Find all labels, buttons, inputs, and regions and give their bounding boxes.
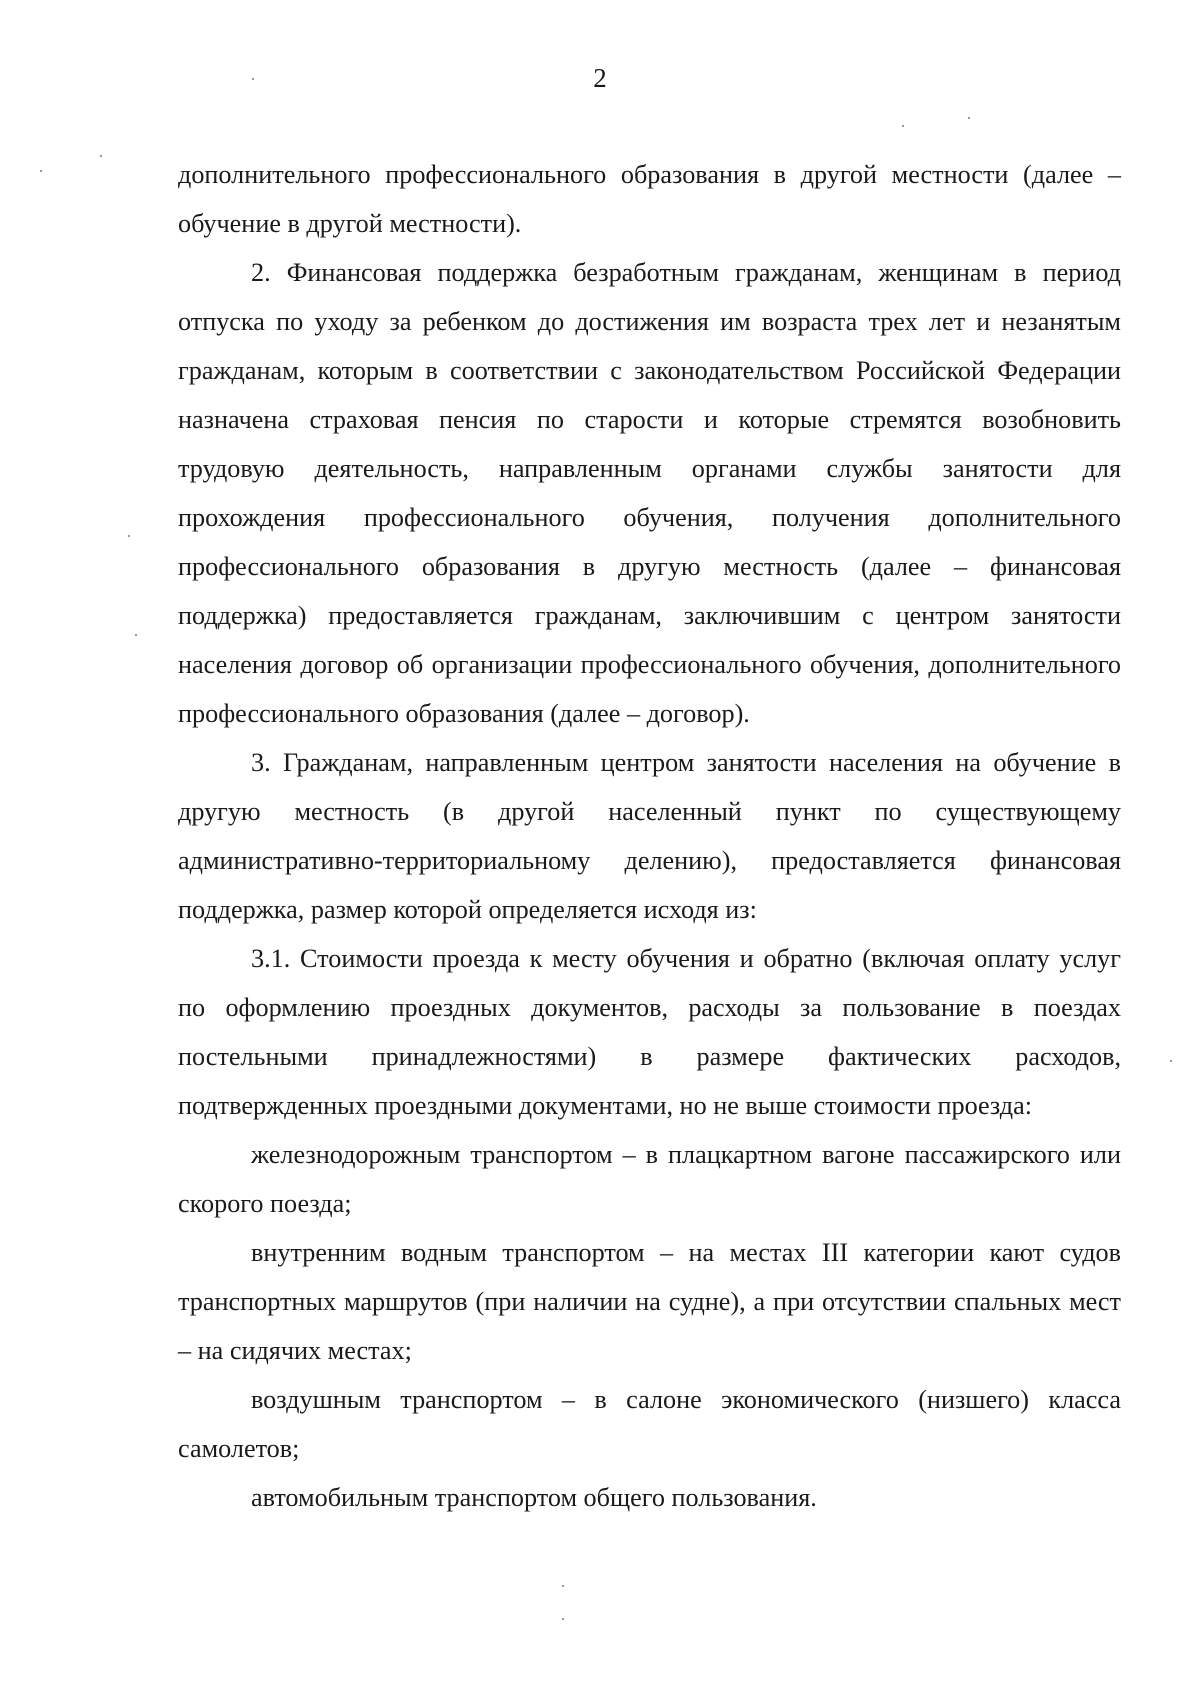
paragraph-2-financial-support: 2. Финансовая поддержка безработным гражданам, женщинам в период отпуска по уходу за ребенком до достижения им возраста трех лет и незанятым гражданам, которым в соответствии с законодательством Российской Федерации назначена страховая пенсия по старости и которые стремятся возобновить трудовую деятельность, направленным органами службы занятости для прохождения профессионального обучения, получения дополнительного профессионального образования в другую местность (далее – финансовая поддержка) предоставляется гражданам, заключившим с центром занятости населения договор об организации профессионального обучения, дополнительного профессионального образования (далее – договор). — [178, 258, 1121, 728]
scan-speck — [40, 170, 42, 172]
scan-speck — [1170, 1060, 1172, 1062]
paragraph-3-citizens-directed: 3. Гражданам, направленным центром занятости населения на обучение в другую местность (в другой населенный пункт по существующему административно-территориальному делению), предоставляется финансовая поддержка, размер которой определяется исходя из: — [178, 748, 1121, 924]
paragraph-railway-transport: железнодорожным транспортом – в плацкартном вагоне пассажирского или скорого поезда; — [178, 1140, 1121, 1218]
paragraph-water-transport: внутренним водным транспортом – на местах III категории кают судов транспортных маршрутов (при наличии на судне), а при отсутствии спальных мест – на сидячих местах; — [178, 1238, 1121, 1365]
paragraph-3-1-travel-cost: 3.1. Стоимости проезда к месту обучения и обратно (включая оплату услуг по оформлению проездных документов, расходы за пользование в поездах постельными принадлежностями) в размере фактических расходов, подтвержденных проездными документами, но не выше стоимости проезда: — [178, 944, 1121, 1120]
scan-speck — [562, 1618, 564, 1620]
scan-speck — [252, 78, 254, 80]
paragraph-continuation: дополнительного профессионального образования в другой местности (далее – обучение в другой местности). — [178, 160, 1121, 238]
scan-speck — [902, 125, 904, 127]
scan-speck — [562, 1585, 564, 1587]
paragraph-air-transport: воздушным транспортом – в салоне экономического (низшего) класса самолетов; — [178, 1385, 1121, 1463]
page-number: 2 — [593, 63, 607, 93]
scan-speck — [135, 634, 137, 636]
paragraph-road-transport: автомобильным транспортом общего пользования. — [251, 1483, 817, 1512]
document-body — [178, 150, 1121, 1522]
scan-speck — [968, 117, 970, 119]
scan-speck — [100, 155, 102, 157]
scan-speck — [128, 535, 130, 537]
